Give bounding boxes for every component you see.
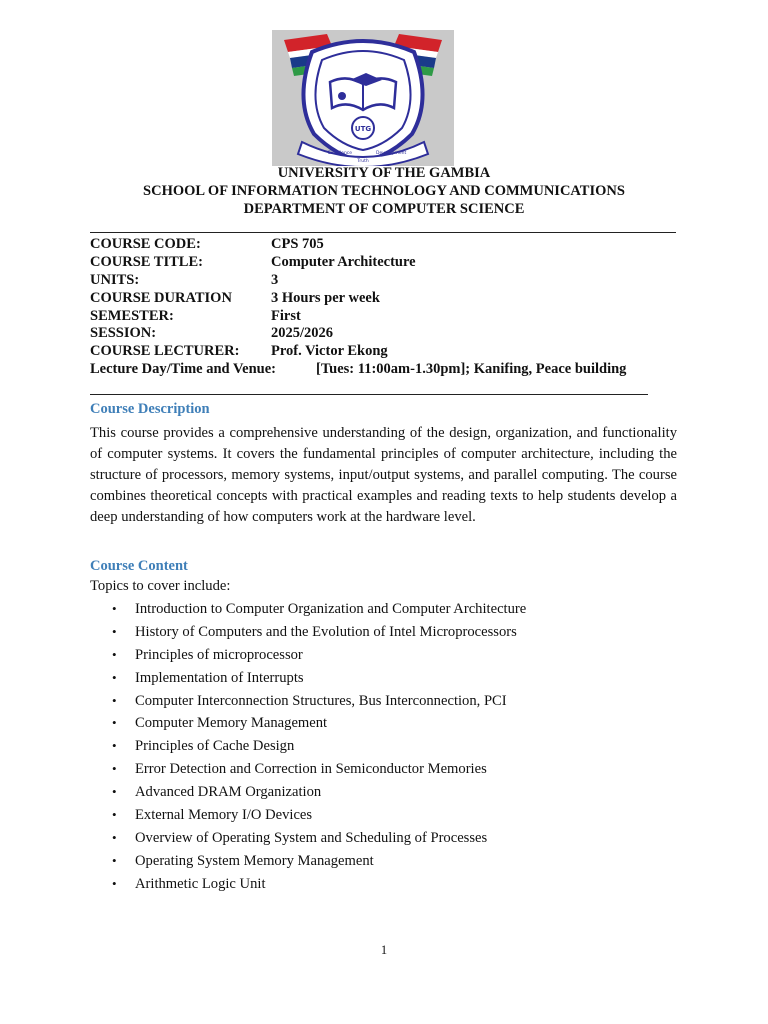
topic-text: Error Detection and Correction in Semiconductor Memories [135, 761, 487, 778]
logo-motto-mid: Truth [357, 159, 369, 164]
topic-text: Principles of microprocessor [135, 646, 303, 663]
topic-text: Computer Interconnection Structures, Bus Interconnection, PCI [135, 692, 507, 709]
logo-initials: UTG [354, 125, 372, 133]
info-value: [Tues: 11:00am-1.30pm]; Kanifing, Peace building [316, 361, 627, 378]
bullet-icon: • [112, 692, 117, 708]
list-item [112, 827, 526, 850]
info-label: SEMESTER: [90, 307, 174, 324]
info-value: 2025/2026 [271, 325, 334, 342]
topic-text: Computer Memory Management [135, 715, 328, 732]
school-name: SCHOOL OF INFORMATION TECHNOLOGY AND COMMUNICATIONS [143, 183, 625, 199]
topic-text: History of Computers and the Evolution of Intel Microprocessors [135, 623, 517, 640]
bullet-icon: • [112, 761, 117, 777]
info-label: Lecture Day/Time and Venue: [90, 361, 276, 378]
list-item [112, 735, 526, 758]
info-label: COURSE TITLE: [90, 253, 203, 270]
topics-list [112, 598, 526, 896]
info-value: First [271, 307, 301, 324]
topic-text: Arithmetic Logic Unit [135, 875, 266, 892]
topic-text: Introduction to Computer Organization and Computer Architecture [135, 601, 527, 617]
topic-text: Principles of Cache Design [135, 738, 295, 755]
info-label: SESSION: [90, 325, 157, 342]
info-label: COURSE LECTURER: [90, 343, 240, 360]
list-item [112, 850, 526, 873]
info-value: Computer Architecture [271, 253, 416, 270]
info-value: CPS 705 [271, 236, 324, 252]
info-value: 3 Hours per week [271, 289, 380, 306]
info-value: Prof. Victor Ekong [271, 343, 388, 360]
topics-intro: Topics to cover include: [90, 578, 231, 594]
list-item [112, 873, 526, 896]
bullet-icon: • [112, 807, 117, 823]
utg-logo [272, 30, 454, 166]
topic-text: Operating System Memory Management [135, 852, 374, 869]
bullet-icon: • [112, 623, 117, 639]
logo-motto-left: Excellence [328, 151, 353, 156]
info-value: 3 [271, 271, 279, 288]
bullet-icon: • [112, 875, 117, 891]
topic-text: Overview of Operating System and Scheduling of Processes [135, 829, 488, 846]
topic-text: Advanced DRAM Organization [135, 784, 322, 801]
bullet-icon: • [112, 669, 117, 685]
bullet-icon: • [112, 784, 117, 800]
bullet-icon: • [112, 601, 117, 616]
list-item [112, 667, 526, 690]
topic-text: Implementation of Interrupts [135, 669, 304, 686]
list-item [112, 781, 526, 804]
course-description-text: This course provides a comprehensive understanding of the design, organization, and functionality of computer systems. It covers the fundamental principles of computer architecture, including the structure of processors, memory systems, input/output systems, and parallel computing. The course combines theoretical concepts with practical examples and reading texts to help students develop a deep understanding of how computers work at the hardware level. [90, 425, 677, 525]
shield-emblem-icon [272, 30, 454, 166]
bullet-icon: • [112, 829, 117, 845]
divider-top [90, 232, 676, 233]
list-item [112, 621, 526, 644]
bullet-icon: • [112, 715, 117, 731]
info-label: COURSE CODE: [90, 236, 201, 252]
list-item [112, 690, 526, 713]
list-item [112, 598, 526, 621]
topic-text: External Memory I/O Devices [135, 807, 313, 824]
bullet-icon: • [112, 852, 117, 868]
list-item [112, 758, 526, 781]
list-item [112, 804, 526, 827]
list-item [112, 712, 526, 735]
page-number: 1 [380, 943, 388, 957]
list-item [112, 644, 526, 667]
bullet-icon: • [112, 738, 117, 754]
course-description-heading: Course Description [90, 401, 210, 417]
info-label: UNITS: [90, 271, 140, 288]
bullet-icon: • [112, 646, 117, 662]
logo-motto-right: Development [376, 151, 407, 156]
divider-bottom [90, 394, 648, 395]
department-name: DEPARTMENT OF COMPUTER SCIENCE [243, 201, 525, 217]
course-content-heading: Course Content [90, 558, 188, 574]
info-label: COURSE DURATION [90, 289, 232, 306]
university-name: UNIVERSITY OF THE GAMBIA [277, 165, 491, 181]
